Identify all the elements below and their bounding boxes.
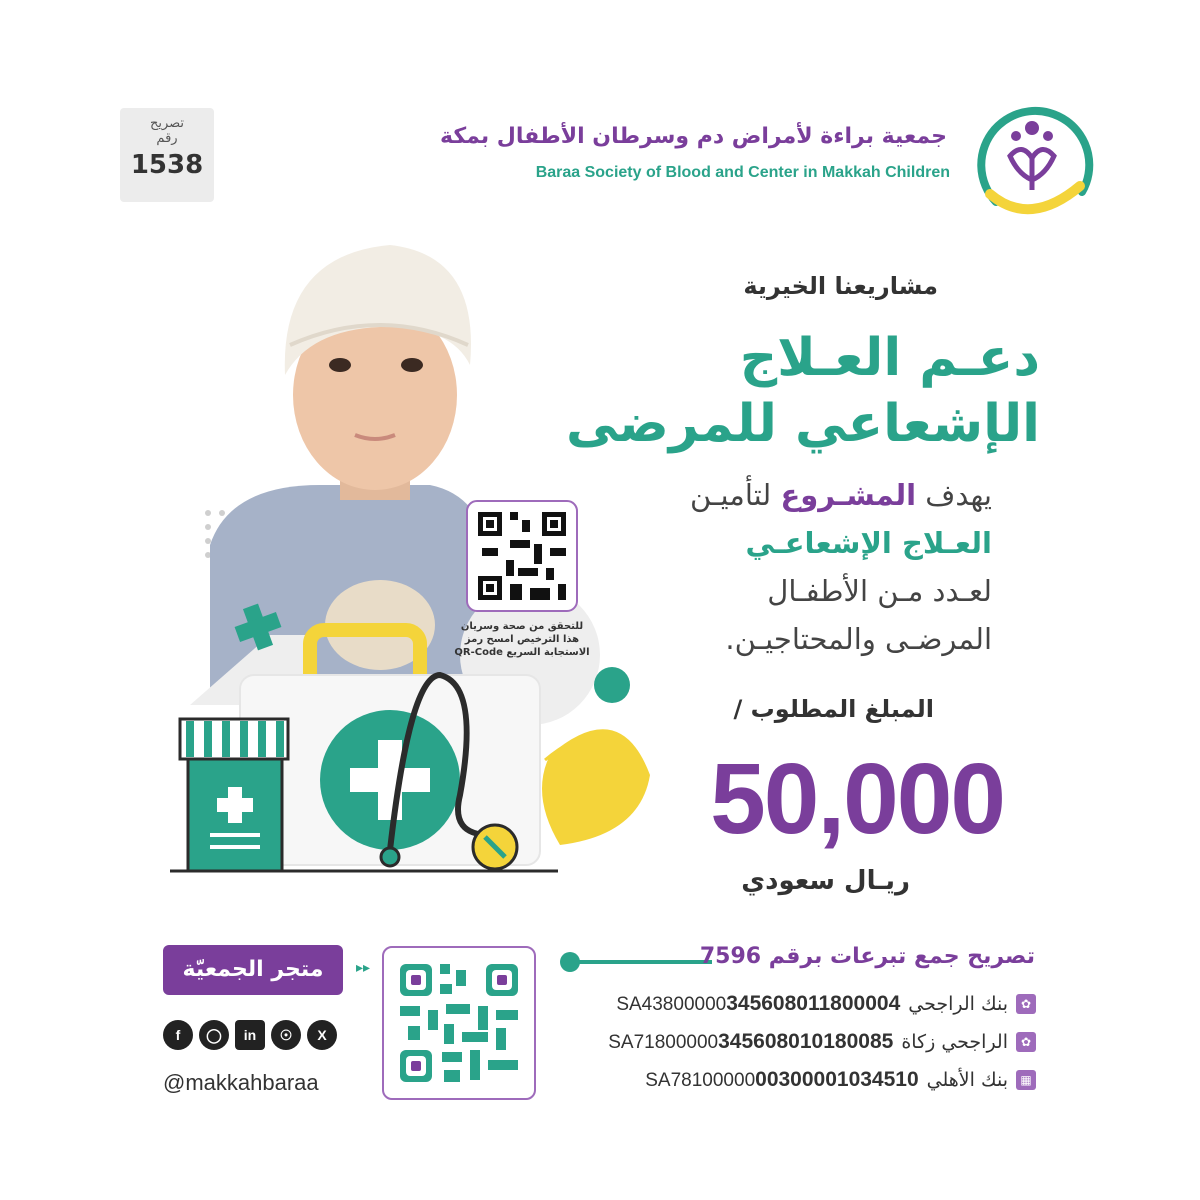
description-line-4: المرضـى والمحتاجيـن. [725, 622, 992, 656]
facebook-icon[interactable]: f [163, 1020, 193, 1050]
decorative-dot [560, 952, 580, 972]
description-highlight: المشـروع [780, 478, 917, 512]
project-title-line-2: الإشعاعي للمرضى [566, 394, 1040, 454]
iban-prefix: SA71800000 [608, 1032, 719, 1053]
bank-name: الراجحي زكاة [901, 1031, 1008, 1053]
bank-row [616, 992, 1036, 1016]
instagram-icon[interactable]: ◯ [199, 1020, 229, 1050]
store-qr-code[interactable] [382, 946, 536, 1100]
description-text: يهدف [916, 478, 992, 512]
bank-row [608, 1030, 1036, 1054]
bank-building-icon: ▦ [1016, 1070, 1036, 1090]
decorative-line [562, 960, 712, 964]
store-button[interactable]: متجر الجمعيّة [163, 945, 343, 995]
social-icons [163, 1020, 343, 1050]
permit-badge [120, 108, 214, 202]
project-title-line-1: دعـم العـلاج [739, 328, 1040, 388]
permit-number: 1538 [130, 150, 204, 180]
iban-number: 345608010180085 [718, 1030, 894, 1053]
iban-prefix: SA43800000 [616, 994, 727, 1015]
snapchat-icon[interactable]: ☉ [271, 1020, 301, 1050]
linkedin-icon[interactable]: in [235, 1020, 265, 1050]
verification-qr-code[interactable] [466, 500, 578, 612]
bank-name: بنك الأهلي [926, 1069, 1008, 1091]
bank-iban[interactable] [645, 1068, 918, 1092]
donation-permit-title: تصريح جمع تبرعات برقم 7596 [699, 944, 1035, 969]
bank-name: بنك الراجحي [908, 993, 1008, 1015]
description-line-3: لعـدد مـن الأطفـال [767, 574, 992, 608]
projects-label: مشاريعنا الخيرية [743, 272, 938, 300]
currency-label: ريـال سعودي [741, 866, 910, 896]
arrow-right-icon: ▸▸ [356, 960, 371, 976]
iban-number: 00300001034510 [755, 1068, 919, 1091]
bank-iban[interactable] [608, 1030, 893, 1054]
bank-row [645, 1068, 1036, 1092]
org-name-english: Baraa Society of Blood and Center in Makkah Children [535, 164, 950, 181]
bank-icon: ✿ [1016, 1032, 1036, 1052]
permit-label: تصريح [149, 116, 185, 131]
qr-verification-caption: للتحقق من صحة وسريان هذا الترخيص امسح رمز الاستجابة السريع QR-Code [454, 621, 590, 658]
bank-icon: ✿ [1016, 994, 1036, 1014]
description-text-end: لتأميـن [689, 478, 781, 512]
iban-prefix: SA78100000 [645, 1070, 756, 1091]
iban-number: 345608011800004 [726, 992, 901, 1015]
x-icon[interactable]: X [307, 1020, 337, 1050]
amount-value: 50,000 [710, 743, 1004, 855]
description-line-2: العـلاج الإشعاعـي [745, 526, 992, 560]
org-name-arabic: جمعية براءة لأمراض دم وسرطان الأطفال بمكة [440, 124, 947, 149]
permit-label-2: رقم [156, 131, 178, 146]
org-logo [970, 98, 1094, 222]
social-handle[interactable]: @makkahbaraa [163, 1070, 319, 1095]
bank-iban[interactable] [616, 992, 900, 1016]
description-line-1 [690, 478, 992, 512]
amount-label: المبلغ المطلوب / [733, 695, 934, 723]
